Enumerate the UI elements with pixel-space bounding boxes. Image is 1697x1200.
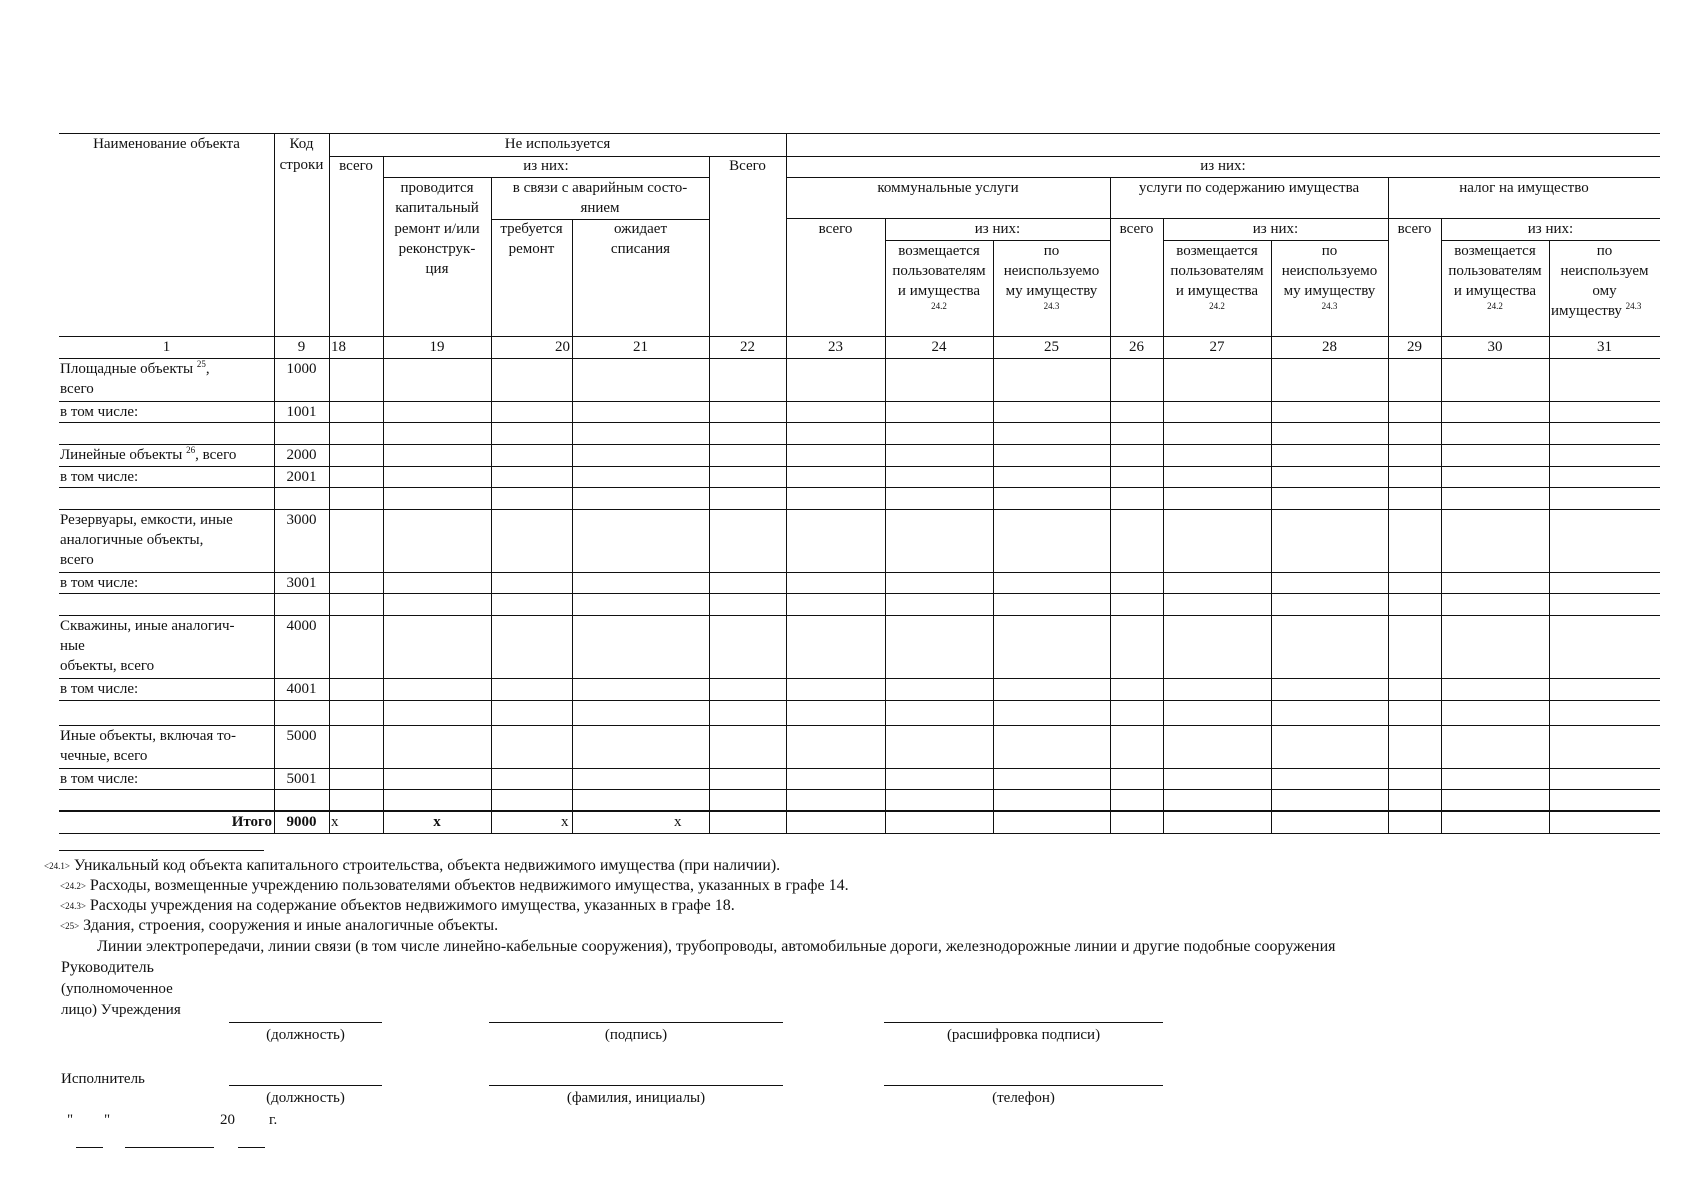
row-label: Резервуары, емкости, иные bbox=[60, 512, 233, 528]
header-of-them: из них: bbox=[523, 158, 569, 174]
row-label bbox=[60, 360, 210, 379]
header-text-line: возмещается bbox=[898, 243, 980, 259]
header-total-18: всего bbox=[339, 158, 373, 174]
header-code-column-2: строки bbox=[279, 157, 324, 173]
header-not-used: Не используется bbox=[504, 136, 611, 152]
header-of-them-27-28: из них: bbox=[1252, 221, 1299, 237]
col-num: 22 bbox=[740, 339, 755, 355]
header-text-line: реконструк- bbox=[398, 241, 476, 257]
footnote-mark: <24.1> bbox=[44, 861, 70, 871]
col-num: 30 bbox=[1487, 339, 1503, 355]
header-property-tax: налог на имущество bbox=[1459, 180, 1589, 196]
row-code: 5001 bbox=[286, 771, 317, 787]
footnote-25 bbox=[60, 916, 498, 936]
row-label: ные bbox=[60, 638, 85, 654]
header-code-column: Код bbox=[289, 136, 314, 152]
header-text-line: неиспользуемо bbox=[1003, 263, 1100, 279]
row-label: в том числе: bbox=[60, 681, 139, 697]
header-of-them-30-31: из них: bbox=[1527, 221, 1574, 237]
header-text-line: по bbox=[1043, 243, 1060, 259]
col-num: 27 bbox=[1209, 339, 1225, 355]
footnote-text: Здания, строения, сооружения и иные аналогичные объекты. bbox=[83, 917, 499, 934]
row-label-text: Площадные объекты bbox=[60, 361, 194, 377]
row-label bbox=[60, 446, 236, 465]
footnote-text: Расходы, возмещенные учреждению пользователями объектов недвижимого имущества, указанных в графе 14. bbox=[89, 877, 849, 894]
row-code: 1000 bbox=[286, 361, 317, 377]
col-num: 29 bbox=[1407, 339, 1422, 355]
row-code: 2000 bbox=[286, 447, 317, 463]
footnote-mark: <24.2> bbox=[60, 881, 86, 891]
header-text-line: возмещается bbox=[1176, 243, 1258, 259]
footnote-ref: 24.2 bbox=[1209, 301, 1225, 311]
row-code: 2001 bbox=[286, 469, 317, 485]
header-total-29: всего bbox=[1397, 221, 1432, 237]
header-awaiting-writeoff: ожидает bbox=[613, 221, 668, 237]
header-text-line: и имущества bbox=[1175, 283, 1259, 299]
row-code: 3000 bbox=[286, 512, 317, 528]
header-maintenance: услуги по содержанию имущества bbox=[1138, 180, 1360, 196]
header-total-23: всего bbox=[818, 221, 853, 237]
row-code: 1001 bbox=[286, 404, 317, 420]
footnote-ref: 24.2 bbox=[931, 301, 947, 311]
row-label: в том числе: bbox=[60, 469, 139, 485]
x-mark: х bbox=[674, 814, 682, 830]
footnote-ref: 24.3 bbox=[1043, 301, 1060, 311]
date-year-prefix: 20 bbox=[220, 1112, 235, 1128]
x-mark: х bbox=[331, 814, 339, 830]
row-label: Скважины, иные аналогич- bbox=[60, 618, 235, 634]
header-text-line: му имуществу bbox=[1005, 283, 1098, 299]
row-code: 5000 bbox=[286, 728, 317, 744]
x-mark: х bbox=[433, 814, 441, 830]
header-text-line: ция bbox=[425, 261, 449, 277]
col-num: 25 bbox=[1044, 339, 1059, 355]
col-num: 18 bbox=[331, 339, 346, 355]
total-code: 9000 bbox=[286, 814, 317, 830]
row-code: 4001 bbox=[286, 681, 317, 697]
col-num: 28 bbox=[1322, 339, 1337, 355]
executor-name-caption: (фамилия, инициалы) bbox=[566, 1090, 706, 1106]
header-total-22: Всего bbox=[729, 158, 766, 174]
header-of-them-24-25: из них: bbox=[974, 221, 1021, 237]
header-text-line: и имущества bbox=[897, 283, 981, 299]
col-num: 20 bbox=[555, 339, 570, 355]
header-text-fragment: имуществу bbox=[1551, 303, 1622, 319]
signature-caption: (подпись) bbox=[604, 1027, 668, 1043]
footnote-24-1 bbox=[44, 856, 780, 876]
row-label: всего bbox=[60, 381, 94, 397]
header-text-line: ому bbox=[1592, 283, 1617, 299]
row-label-text: , bbox=[205, 361, 210, 377]
header-text-line bbox=[1551, 302, 1660, 321]
col-num: 1 bbox=[162, 339, 171, 355]
executor-position-line[interactable] bbox=[229, 1085, 382, 1086]
row-label: объекты, всего bbox=[60, 658, 155, 674]
header-text-line: неиспользуем bbox=[1560, 263, 1649, 279]
signature-decoding-line[interactable] bbox=[884, 1022, 1163, 1023]
row-label: Иные объекты, включая то- bbox=[60, 728, 236, 744]
footnote-mark: <24.3> bbox=[60, 901, 86, 911]
header-text-line: пользователям bbox=[892, 263, 986, 279]
row-label-text: , всего bbox=[195, 447, 237, 463]
col-num: 19 bbox=[429, 339, 445, 355]
footnote-24-2 bbox=[60, 876, 849, 896]
header-text-line: проводится bbox=[400, 180, 474, 196]
row-label: в том числе: bbox=[60, 771, 139, 787]
col-num: 21 bbox=[633, 339, 648, 355]
date-month-line[interactable] bbox=[125, 1147, 214, 1148]
footnote-ref: 24.3 bbox=[1625, 301, 1642, 311]
executor-phone-line[interactable] bbox=[884, 1085, 1163, 1086]
total-label: Итого bbox=[231, 814, 272, 830]
row-code: 3001 bbox=[286, 575, 317, 591]
head-label: Руководитель bbox=[61, 959, 154, 976]
head-label: (уполномоченное bbox=[61, 981, 173, 997]
date-year-suffix: г. bbox=[269, 1112, 278, 1128]
header-emergency: в связи с аварийным состо- bbox=[512, 180, 688, 196]
row-label-text: Линейные объекты bbox=[60, 447, 183, 463]
col-num: 24 bbox=[931, 339, 947, 355]
footnote-ref: 24.3 bbox=[1321, 301, 1338, 311]
executor-label: Исполнитель bbox=[61, 1071, 145, 1087]
header-text-line: возмещается bbox=[1454, 243, 1536, 259]
row-label: в том числе: bbox=[60, 575, 139, 591]
date-day-line[interactable] bbox=[76, 1147, 103, 1148]
head-label: лицо) Учреждения bbox=[61, 1002, 181, 1018]
header-text-line: капитальный bbox=[395, 200, 479, 216]
signature-line[interactable] bbox=[489, 1022, 783, 1023]
header-text-line: пользователям bbox=[1448, 263, 1542, 279]
footnote-26: Линии электропередачи, линии связи (в том числе линейно-кабельные сооружения), трубопроводы, автомобильные дороги, железнодорожные линии и другие подобные сооружения bbox=[97, 938, 1336, 955]
col-num: 26 bbox=[1129, 339, 1144, 355]
position-line[interactable] bbox=[229, 1022, 382, 1023]
header-emergency-2: янием bbox=[580, 200, 620, 216]
header-repair-needed-2: ремонт bbox=[508, 241, 555, 257]
footnote-mark: <25> bbox=[60, 921, 80, 931]
footnote-ref: 25 bbox=[196, 359, 206, 369]
x-mark: х bbox=[561, 814, 569, 830]
date-quote-open: " bbox=[67, 1112, 74, 1128]
header-total-26: всего bbox=[1119, 221, 1154, 237]
footnote-24-3 bbox=[60, 896, 735, 916]
header-text-line: ремонт и/или bbox=[394, 221, 480, 237]
header-text-line: пользователям bbox=[1170, 263, 1264, 279]
header-text-line: и имущества bbox=[1453, 283, 1537, 299]
row-label: всего bbox=[60, 552, 94, 568]
row-code: 4000 bbox=[286, 618, 317, 634]
header-text-line: му имуществу bbox=[1283, 283, 1376, 299]
header-utilities: коммунальные услуги bbox=[877, 180, 1019, 196]
row-label: чечные, всего bbox=[60, 748, 148, 764]
header-text-line: по bbox=[1321, 243, 1338, 259]
footnote-text: Расходы учреждения на содержание объектов недвижимого имущества, указанных в графе 18. bbox=[89, 897, 735, 914]
executor-phone-caption: (телефон) bbox=[992, 1090, 1055, 1106]
footnote-text: Уникальный код объекта капитального строительства, объекта недвижимого имущества (при наличии). bbox=[73, 857, 781, 874]
col-num: 23 bbox=[828, 339, 843, 355]
header-of-them-right: из них: bbox=[1200, 158, 1246, 174]
col-num: 9 bbox=[297, 339, 306, 355]
signature-decoding-caption: (расшифровка подписи) bbox=[946, 1027, 1101, 1043]
executor-name-line[interactable] bbox=[489, 1085, 783, 1086]
header-name-column: Наименование объекта bbox=[93, 136, 240, 152]
executor-position-caption: (должность) bbox=[266, 1090, 345, 1106]
date-year-line[interactable] bbox=[238, 1147, 265, 1148]
position-caption: (должность) bbox=[266, 1027, 345, 1043]
footnote-ref: 24.2 bbox=[1487, 301, 1503, 311]
row-label: аналогичные объекты, bbox=[60, 532, 204, 548]
date-quote-close: " bbox=[104, 1112, 111, 1128]
header-text-line: неиспользуемо bbox=[1281, 263, 1378, 279]
col-num: 31 bbox=[1597, 339, 1612, 355]
header-text-line: по bbox=[1596, 243, 1613, 259]
footnote-ref: 26 bbox=[186, 445, 196, 455]
row-label: в том числе: bbox=[60, 404, 139, 420]
header-repair-needed: требуется bbox=[500, 221, 563, 237]
header-awaiting-writeoff-2: списания bbox=[610, 241, 671, 257]
